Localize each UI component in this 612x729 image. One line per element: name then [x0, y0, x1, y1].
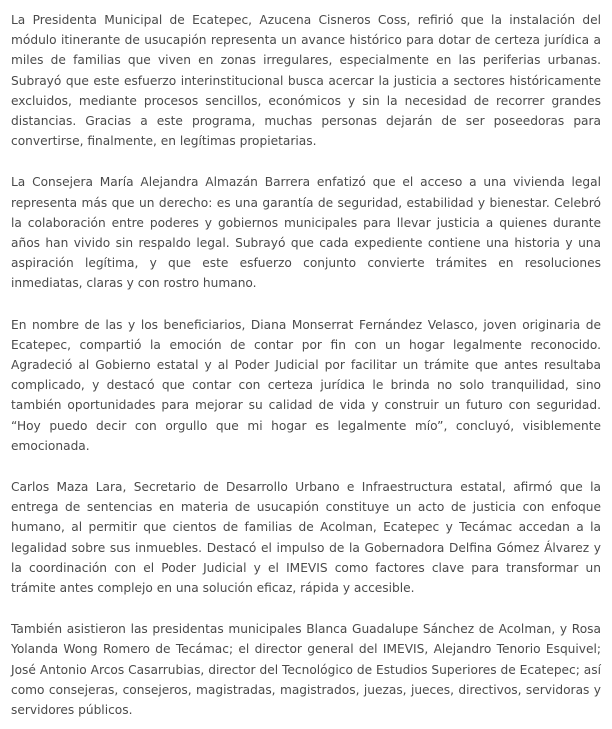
paragraph-consejera: La Consejera María Alejandra Almazán Barrera enfatizó que el acceso a una vivienda legal representa más que un derecho: es una garantía de seguridad, estabilidad y bienestar. Celebró la colaboración entre poderes y gobiernos municipales para llevar justicia a quienes durante años han vivido sin respaldo legal. Subrayó que cada expediente contiene una historia y una aspiración legítima, y que este esfuerzo conjunto convierte trámites en resoluciones inmediatas, claras y con rostro humano. [11, 175, 601, 291]
paragraph-asistentes: También asistieron las presidentas municipales Blanca Guadalupe Sánchez de Acolman, y Rosa Yolanda Wong Romero de Tecámac; el director general del IMEVIS, Alejandro Tenorio Esquivel; José Antonio Arcos Casarrubias, director del Tecnológico de Estudios Superiores de Ecatepec; así como consejeras, consejeros, magistradas, magistrados, juezas, jueces, directivos, servidoras y servidores públicos. [11, 622, 601, 718]
paragraph-beneficiarios: En nombre de las y los beneficiarios, Diana Monserrat Fernández Velasco, joven originaria de Ecatepec, compartió la emoción de contar por fin con un hogar legalmente reconocido. Agradeció al Gobierno estatal y al Poder Judicial por facilitar un trámite que antes resultaba complicado, y destacó que contar con certeza jurídica le brinda no solo tranquilidad, sino también oportunidades para mejorar su calidad de vida y construir un futuro con seguridad. “Hoy puedo decir con orgullo que mi hogar es legalmente mío”, concluyó, visiblemente emocionada. [11, 317, 601, 453]
paragraph-secretario: Carlos Maza Lara, Secretario de Desarrollo Urbano e Infraestructura estatal, afirmó que la entrega de sentencias en materia de usucapión constituye un acto de justicia con enfoque humano, al permitir que cientos de familias de Acolman, Ecatepec y Tecámac accedan a la legalidad sobre sus inmuebles. Destacó el impulso de la Gobernadora Delfina Gómez Álvarez y la coordinación con el Poder Judicial y el IMEVIS como factores clave para transformar un trámite antes complejo en una solución eficaz, rápida y accesible. [11, 480, 601, 596]
paragraph-presidenta-municipal: La Presidenta Municipal de Ecatepec, Azucena Cisneros Coss, refirió que la instalación del módulo itinerante de usucapión representa un avance histórico para dotar de certeza jurídica a miles de familias que viven en zonas irregulares, especialmente en las periferias urbanas. Subrayó que este esfuerzo interinstitucional busca acercar la justicia a sectores históricamente excluidos, mediante procesos sencillos, económicos y sin la necesidad de recorrer grandes distancias. Gracias a este programa, muchas personas dejarán de ser poseedoras para convertirse, finalmente, en legítimas propietarias. [11, 13, 601, 149]
